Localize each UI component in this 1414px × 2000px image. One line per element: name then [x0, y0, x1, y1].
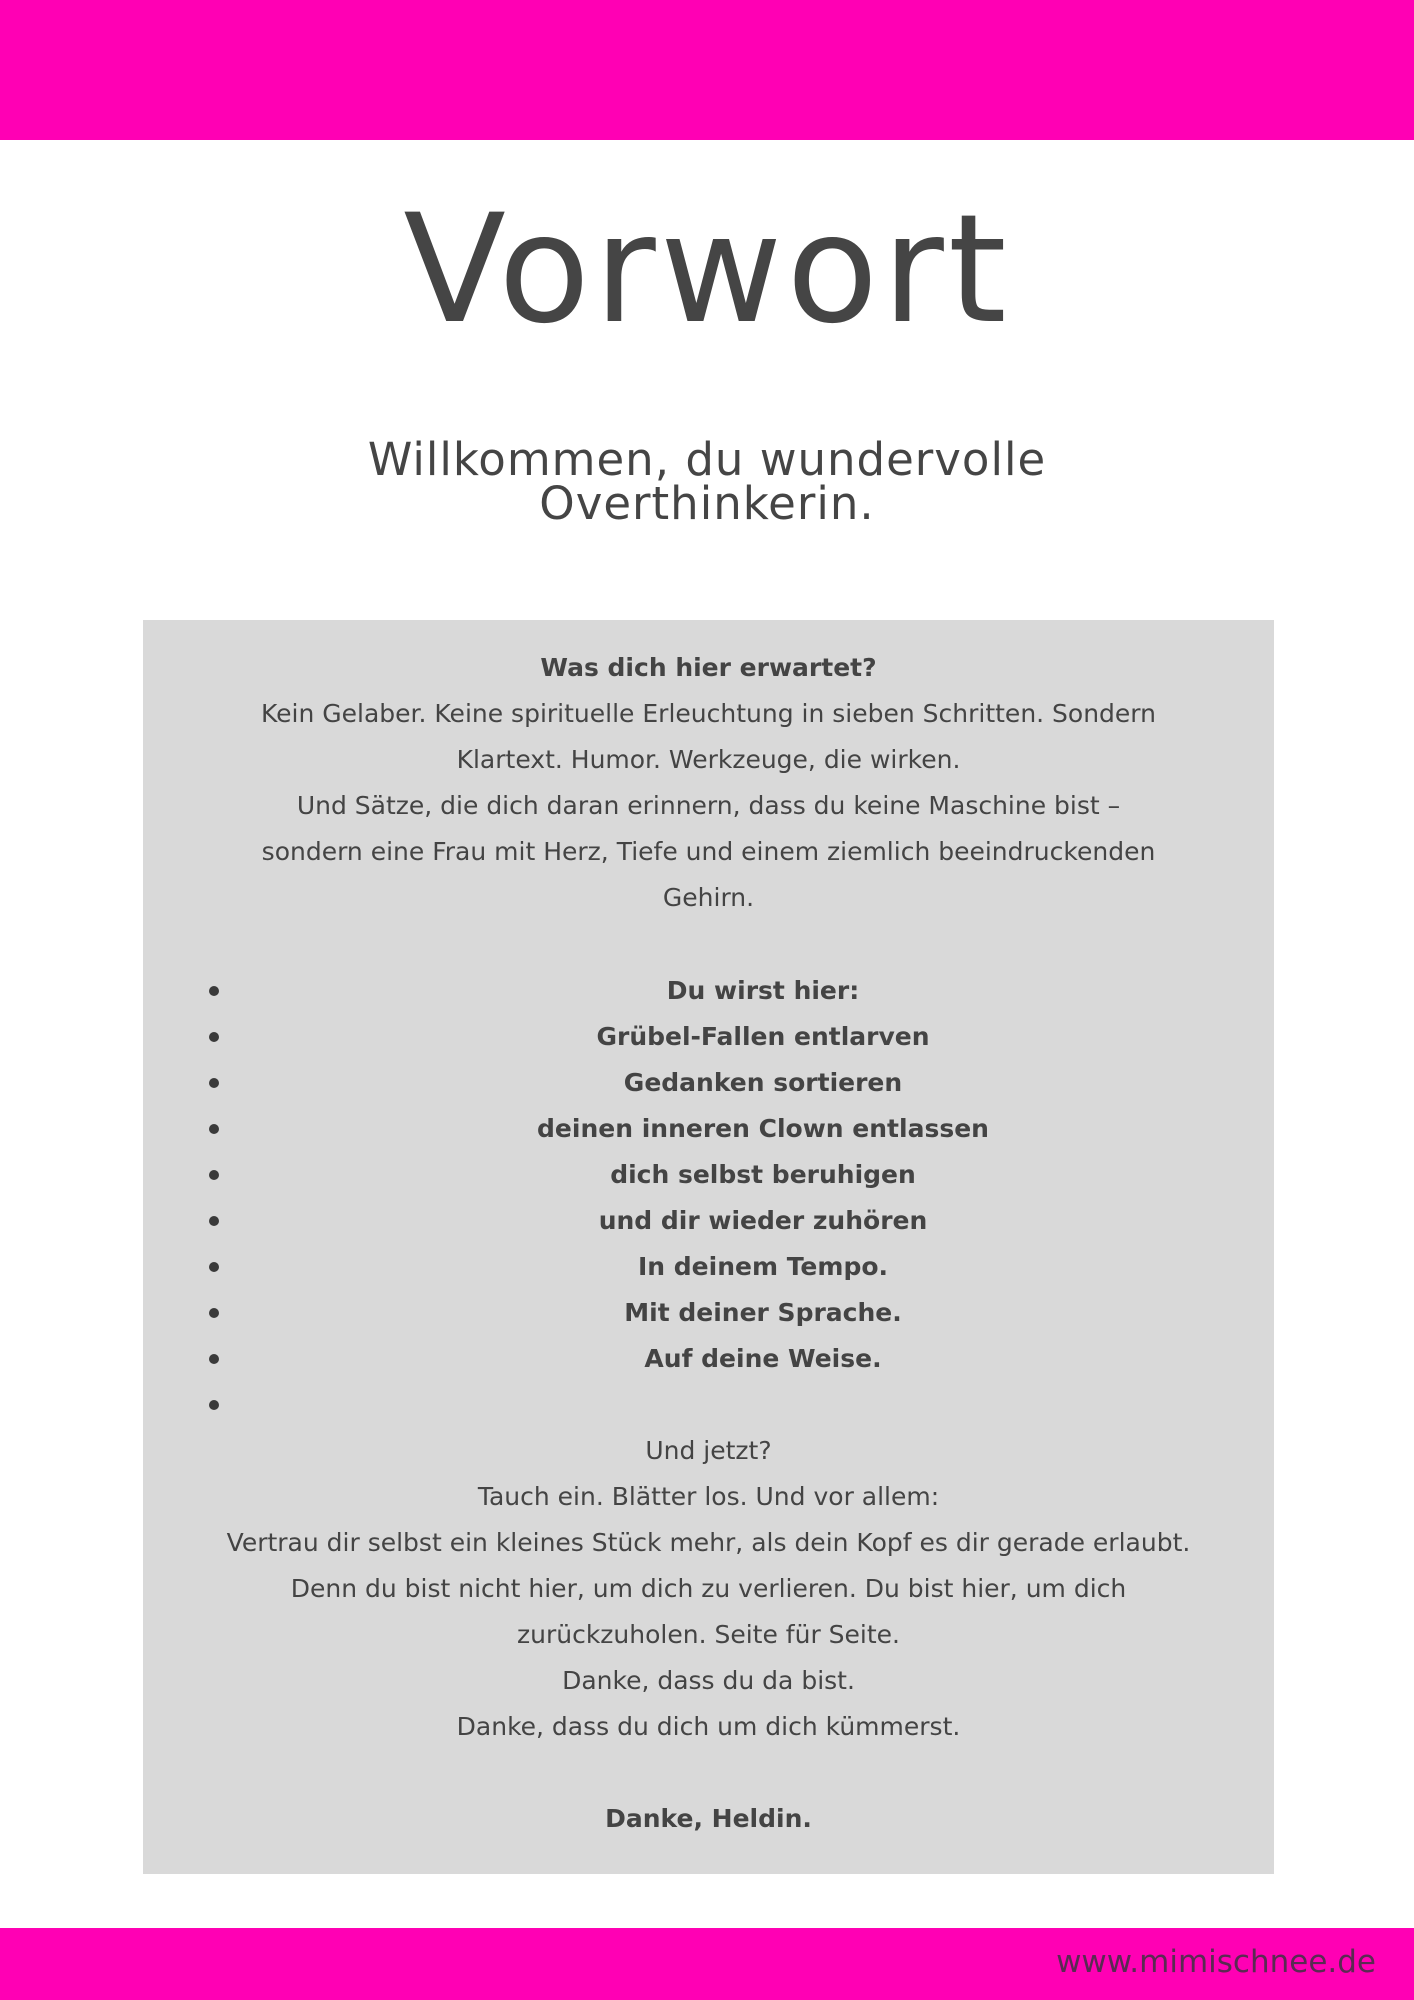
- bullet-item: [143, 1382, 1274, 1428]
- bullet-dot-icon: [209, 986, 219, 996]
- bullet-item: [143, 1290, 1274, 1336]
- outro-line: Vertrau dir selbst ein kleines Stück mehr, als dein Kopf es dir gerade erlaubt.: [226, 1528, 1191, 1557]
- subtitle-line-1: Willkommen, du wundervolle: [367, 433, 1047, 486]
- page-title: Vorwort: [403, 183, 1011, 357]
- outro-line: Tauch ein. Blätter los. Und vor allem:: [477, 1482, 940, 1511]
- bullet-text: deinen inneren Clown entlassen: [537, 1114, 989, 1143]
- subtitle-line-2: Overthinkerin.: [539, 477, 875, 530]
- intro-line: Und Sätze, die dich daran erinnern, dass du keine Maschine bist –: [296, 791, 1121, 820]
- bullet-dot-icon: [209, 1124, 219, 1134]
- bullet-dot-icon: [209, 1354, 219, 1364]
- intro-line: sondern eine Frau mit Herz, Tiefe und einem ziemlich beeindruckenden: [261, 837, 1156, 866]
- intro-line: Gehirn.: [662, 883, 755, 912]
- outro-line: Danke, dass du dich um dich kümmerst.: [456, 1712, 961, 1741]
- closing-line: Danke, Heldin.: [605, 1804, 812, 1833]
- outro-line: Danke, dass du da bist.: [562, 1666, 855, 1695]
- bullet-dot-icon: [209, 1078, 219, 1088]
- bullet-item: [143, 1106, 1274, 1152]
- intro-line: Klartext. Humor. Werkzeuge, die wirken.: [456, 745, 961, 774]
- bullet-dot-icon: [209, 1400, 219, 1410]
- bullet-text: und dir wieder zuhören: [598, 1206, 928, 1235]
- outro-line: Und jetzt?: [645, 1436, 772, 1465]
- content-box: [143, 620, 1274, 1874]
- bullet-dot-icon: [209, 1170, 219, 1180]
- top-accent-band: [0, 0, 1414, 140]
- bullet-item: [143, 1060, 1274, 1106]
- bullet-item: [143, 1336, 1274, 1382]
- footer-website-url: www.mimischnee.de: [1056, 1944, 1376, 1980]
- subtitle: [300, 433, 1114, 530]
- bullet-text: Mit deiner Sprache.: [624, 1298, 902, 1327]
- bullet-text: Du wirst hier:: [666, 976, 860, 1005]
- outro-line: Denn du bist nicht hier, um dich zu verlieren. Du bist hier, um dich: [290, 1574, 1127, 1603]
- bullet-item: [143, 968, 1274, 1014]
- bullet-text: Auf deine Weise.: [644, 1344, 882, 1373]
- bullet-item: [143, 1152, 1274, 1198]
- bullet-text: Grübel-Fallen entlarven: [596, 1022, 930, 1051]
- bullet-dot-icon: [209, 1308, 219, 1318]
- bullet-text: In deinem Tempo.: [637, 1252, 889, 1281]
- bullet-item: [143, 1198, 1274, 1244]
- bullet-dot-icon: [209, 1216, 219, 1226]
- bullet-text: Gedanken sortieren: [623, 1068, 903, 1097]
- outro-line: zurückzuholen. Seite für Seite.: [516, 1620, 900, 1649]
- bullet-item: [143, 1014, 1274, 1060]
- box-heading: Was dich hier erwartet?: [540, 653, 877, 682]
- bullet-text: dich selbst beruhigen: [610, 1160, 916, 1189]
- bullet-dot-icon: [209, 1262, 219, 1272]
- intro-line: Kein Gelaber. Keine spirituelle Erleuchtung in sieben Schritten. Sondern: [261, 699, 1156, 728]
- bullet-dot-icon: [209, 1032, 219, 1042]
- bullet-item: [143, 1244, 1274, 1290]
